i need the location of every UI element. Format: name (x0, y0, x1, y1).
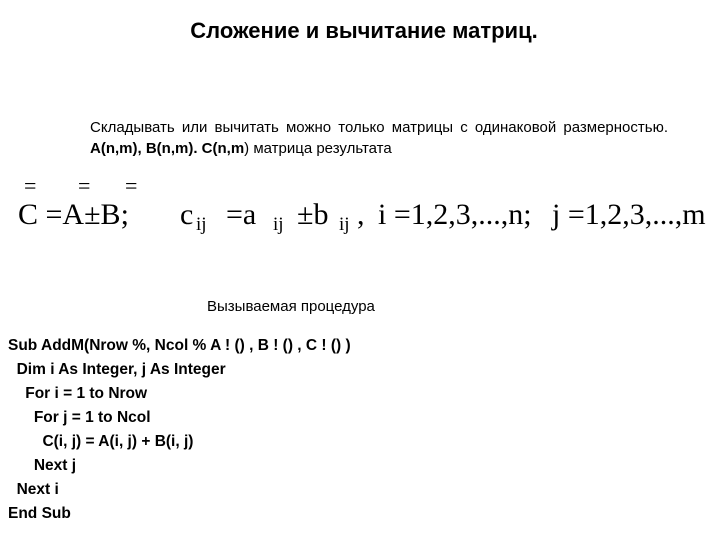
code-line: Next j (8, 457, 77, 474)
formula-c-subscript: ij (196, 214, 207, 235)
intro-text: Складывать или вычитать можно только матрицы с одинаковой размерностью. (90, 119, 668, 136)
intro-result-text: ) матрица результата (244, 140, 392, 157)
matrix-equation: C =A±B; (18, 198, 129, 231)
intro-paragraph (90, 117, 668, 159)
code-line: C(i, j) = A(i, j) + B(i, j) (8, 433, 194, 450)
code-line: Next i (8, 481, 59, 498)
formula-i-range: i =1,2,3,...,n; (378, 198, 532, 231)
page-title: Сложение и вычитание матриц. (190, 18, 538, 43)
formula-b-subscript: ij (339, 214, 350, 235)
formula-block (0, 170, 720, 235)
procedure-label: Вызываемая процедура (207, 298, 375, 315)
formula-pm-b: ±b (297, 198, 329, 231)
code-line: End Sub (8, 505, 71, 522)
matrix-b-dim: B(n,m). (145, 140, 202, 157)
matrix-a-dim: A(n,m), (90, 140, 146, 157)
code-block (8, 334, 351, 526)
formula-a-subscript: ij (273, 214, 284, 235)
formula-comma: , (357, 198, 365, 231)
matrix-bar-b: = (125, 173, 138, 198)
code-line: For j = 1 to Ncol (8, 409, 151, 426)
code-line: For i = 1 to Nrow (8, 385, 148, 402)
matrix-c-dim: C(n,m (201, 140, 245, 157)
formula-eq-a: =a (226, 198, 257, 231)
formula-c: c (180, 198, 194, 231)
formula-j-range: j =1,2,3,...,m (552, 198, 706, 231)
matrix-bar-c: = (24, 173, 37, 198)
matrix-bar-a: = (78, 173, 91, 198)
code-line: Dim i As Integer, j As Integer (8, 361, 226, 378)
code-line: Sub AddM(Nrow %, Ncol % A ! () , B ! () , C ! () ) (8, 337, 351, 354)
